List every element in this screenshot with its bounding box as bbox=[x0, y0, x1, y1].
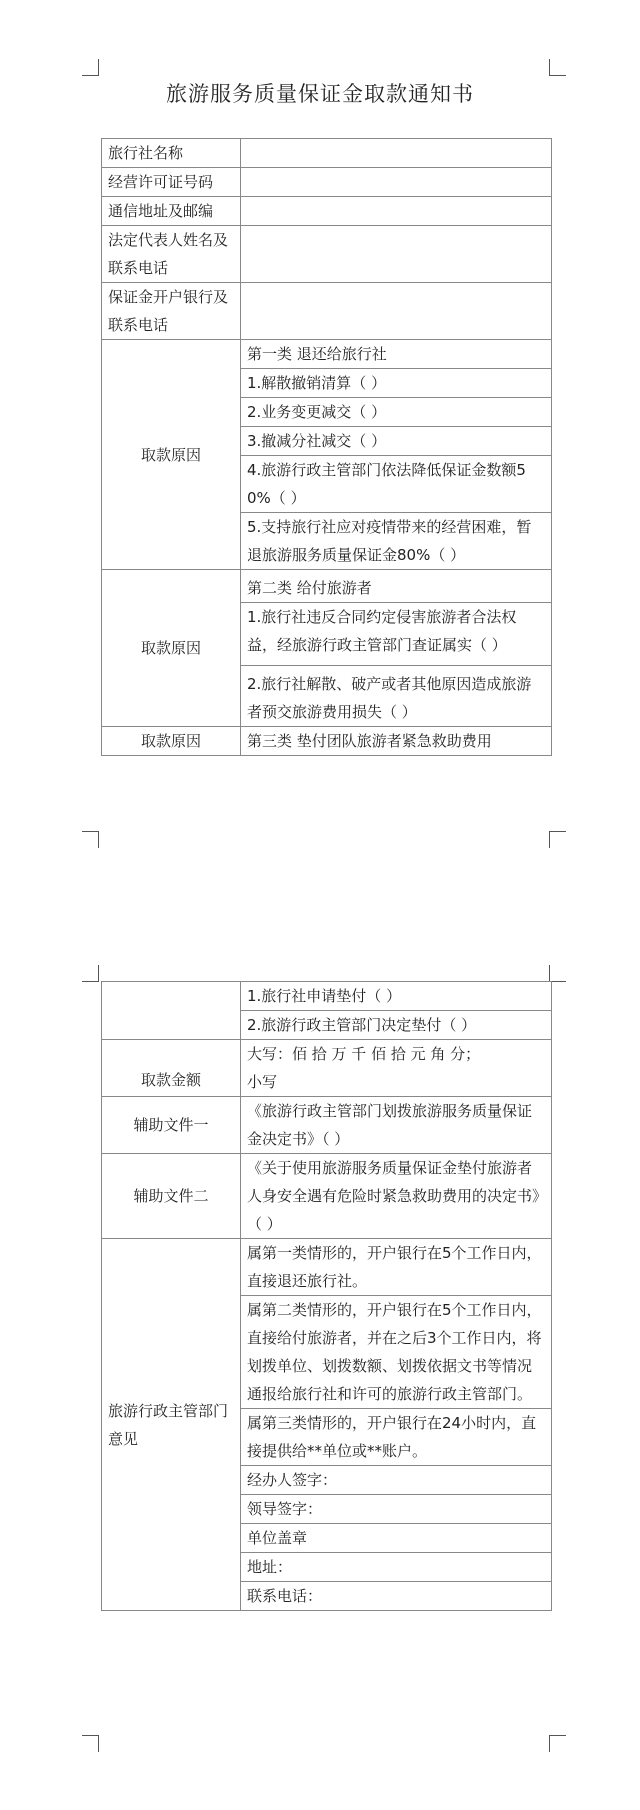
legal-rep-field[interactable] bbox=[241, 226, 552, 283]
form-table-page-1 bbox=[101, 138, 552, 756]
reason-label: 取款原因 bbox=[102, 340, 241, 570]
leader-signature-field[interactable]: 领导签字： bbox=[241, 1495, 552, 1524]
form-row-address bbox=[102, 197, 552, 226]
table-row bbox=[102, 727, 552, 756]
table-row bbox=[102, 1040, 552, 1097]
crop-mark-bottom-left bbox=[82, 1735, 99, 1752]
aux-doc-2-option[interactable]: 《关于使用旅游服务质量保证金垫付旅游者人身安全遇有危险时紧急救助费用的决定书》（ ） bbox=[241, 1154, 552, 1239]
reason-label: 取款原因 bbox=[102, 570, 241, 727]
amount-lowercase: 小写 bbox=[247, 1073, 278, 1091]
unit-seal-field[interactable]: 单位盖章 bbox=[241, 1524, 552, 1553]
reason-option[interactable]: 3.撤减分社减交（ ） bbox=[241, 427, 552, 456]
opinion-label: 旅游行政主管部门意见 bbox=[102, 1239, 241, 1611]
crop-mark-bottom-right bbox=[549, 831, 566, 848]
aux-doc-1-label: 辅助文件一 bbox=[102, 1097, 241, 1154]
amount-uppercase: 大写：佰 拾 万 千 佰 拾 元 角 分； bbox=[247, 1045, 481, 1063]
reason-3-heading: 第三类 垫付团队旅游者紧急救助费用 bbox=[241, 727, 552, 756]
crop-mark-bottom-right bbox=[549, 1735, 566, 1752]
aux-doc-1-option[interactable]: 《旅游行政主管部门划拨旅游服务质量保证金决定书》（ ） bbox=[241, 1097, 552, 1154]
table-row bbox=[102, 1097, 552, 1154]
reason-option[interactable]: 1.解散撤销清算（ ） bbox=[241, 369, 552, 398]
field-label: 保证金开户银行及联系电话 bbox=[102, 283, 241, 340]
opinion-row: 属第二类情形的，开户银行在5个工作日内，直接给付旅游者，并在之后3个工作日内，将划拨单位、划拨数额、划拨依据文书等情况通报给旅行社和许可的旅游行政主管部门。 bbox=[241, 1296, 552, 1409]
table-row bbox=[102, 1239, 552, 1296]
form-row-agency-name bbox=[102, 139, 552, 168]
reason-1-heading: 第一类 退还给旅行社 bbox=[241, 340, 552, 369]
address-field[interactable] bbox=[241, 197, 552, 226]
field-label: 旅行社名称 bbox=[102, 139, 241, 168]
field-label: 通信地址及邮编 bbox=[102, 197, 241, 226]
reason-option[interactable]: 5.支持旅行社应对疫情带来的经营困难，暂退旅游服务质量保证金80%（ ） bbox=[241, 513, 552, 570]
reason-2-heading: 第二类 给付旅游者 bbox=[241, 570, 552, 603]
page-title: 旅游服务质量保证金取款通知书 bbox=[166, 82, 474, 106]
form-row-bank bbox=[102, 283, 552, 340]
reason-option[interactable]: 2.业务变更减交（ ） bbox=[241, 398, 552, 427]
amount-label: 取款金额 bbox=[102, 1040, 241, 1097]
form-table-page-2 bbox=[101, 981, 552, 1611]
crop-mark-bottom-left bbox=[82, 831, 99, 848]
bank-field[interactable] bbox=[241, 283, 552, 340]
crop-mark-top-right bbox=[549, 965, 566, 982]
reason-3-continued bbox=[102, 982, 241, 1040]
opinion-row: 属第一类情形的，开户银行在5个工作日内，直接退还旅行社。 bbox=[241, 1239, 552, 1296]
field-label: 法定代表人姓名及联系电话 bbox=[102, 226, 241, 283]
crop-mark-top-right bbox=[549, 59, 566, 76]
reason-option[interactable]: 2.旅游行政主管部门决定垫付（ ） bbox=[241, 1011, 552, 1040]
phone-field[interactable]: 联系电话： bbox=[241, 1582, 552, 1611]
form-row-license-number bbox=[102, 168, 552, 197]
agency-name-field[interactable] bbox=[241, 139, 552, 168]
aux-doc-2-label: 辅助文件二 bbox=[102, 1154, 241, 1239]
reason-option[interactable]: 1.旅行社违反合同约定侵害旅游者合法权益，经旅游行政主管部门查证属实（ ） bbox=[241, 603, 552, 666]
reason-label: 取款原因 bbox=[102, 727, 241, 756]
table-row bbox=[102, 570, 552, 603]
reason-option[interactable]: 4.旅游行政主管部门依法降低保证金数额50%（ ） bbox=[241, 456, 552, 513]
crop-mark-top-left bbox=[82, 59, 99, 76]
license-number-field[interactable] bbox=[241, 168, 552, 197]
reason-option[interactable]: 1.旅行社申请垫付（ ） bbox=[241, 982, 552, 1011]
table-row bbox=[102, 1154, 552, 1239]
amount-field[interactable] bbox=[241, 1040, 552, 1097]
address-signoff-field[interactable]: 地址： bbox=[241, 1553, 552, 1582]
reason-option[interactable]: 2.旅行社解散、破产或者其他原因造成旅游者预交旅游费用损失（ ） bbox=[241, 666, 552, 727]
opinion-row: 属第三类情形的，开户银行在24小时内，直接提供给**单位或**账户。 bbox=[241, 1409, 552, 1466]
crop-mark-top-left bbox=[82, 965, 99, 982]
handler-signature-field[interactable]: 经办人签字： bbox=[241, 1466, 552, 1495]
table-row bbox=[102, 982, 552, 1011]
form-row-legal-rep bbox=[102, 226, 552, 283]
field-label: 经营许可证号码 bbox=[102, 168, 241, 197]
table-row bbox=[102, 340, 552, 369]
